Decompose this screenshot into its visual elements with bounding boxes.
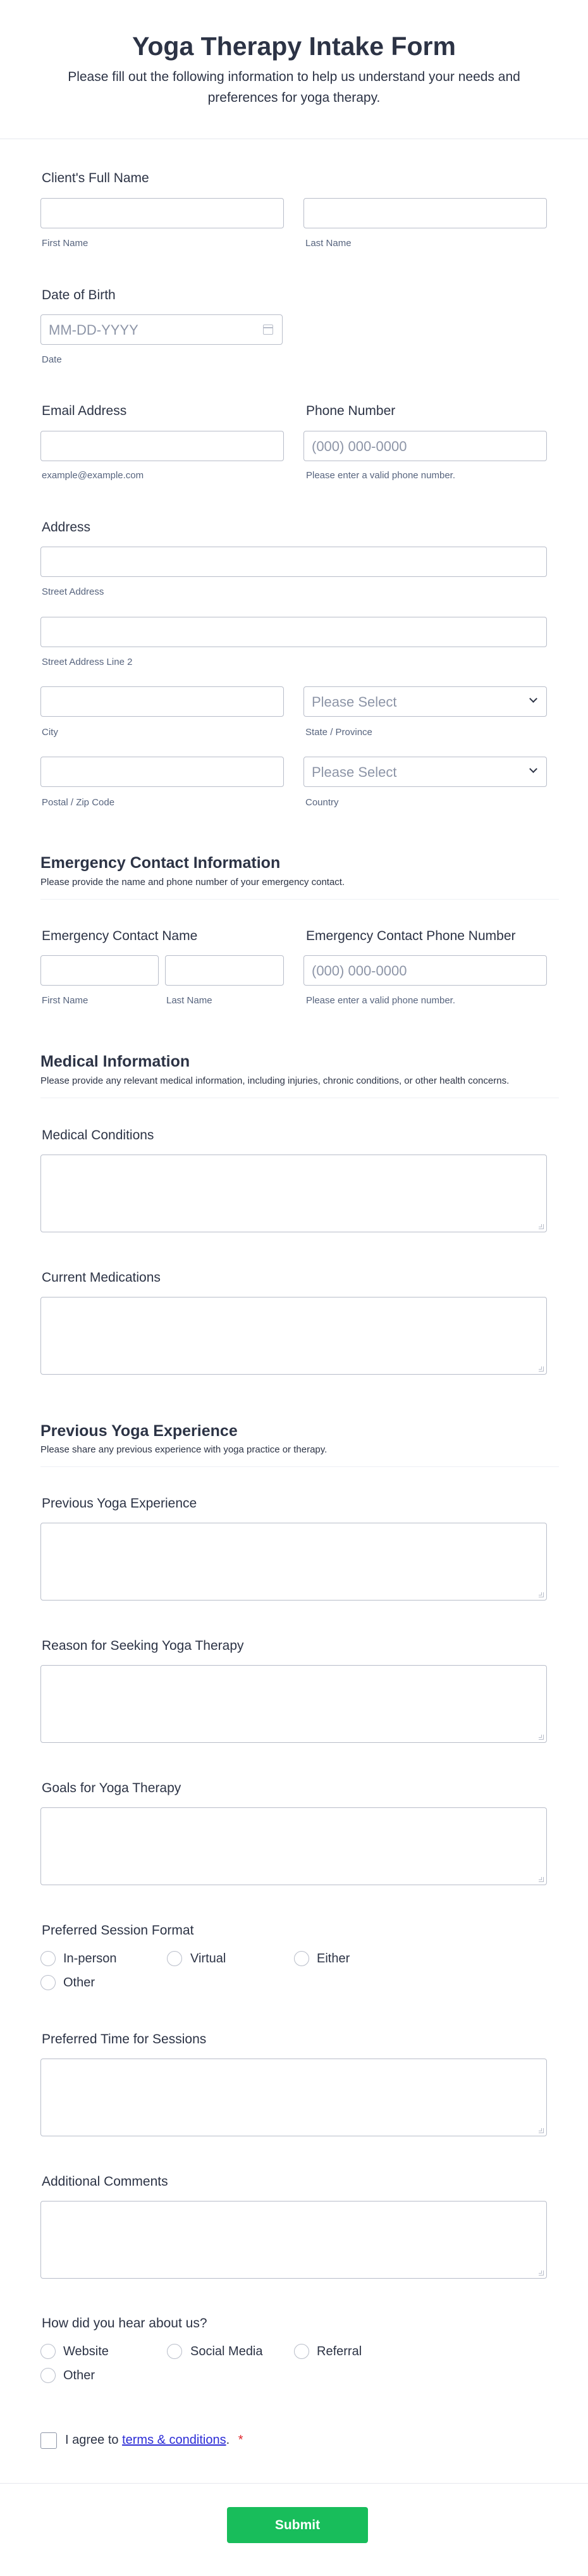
previous-experience-label: Previous Yoga Experience	[42, 1496, 197, 1511]
section-divider	[40, 1466, 559, 1467]
comments-label: Additional Comments	[42, 2174, 168, 2189]
radio-either[interactable]	[294, 1951, 309, 1966]
state-sublabel: State / Province	[305, 727, 372, 738]
page-title: Yoga Therapy Intake Form	[132, 32, 456, 61]
terms-suffix: .	[226, 2433, 230, 2447]
resize-grip-icon[interactable]	[539, 1366, 544, 1372]
terms-checkbox[interactable]	[40, 2432, 57, 2449]
dob-input[interactable]	[40, 314, 283, 345]
radio-in-person-label[interactable]: In-person	[63, 1952, 117, 1966]
radio-website-label[interactable]: Website	[63, 2344, 109, 2358]
resize-grip-icon[interactable]	[539, 1877, 544, 1882]
radio-other-source-label[interactable]: Other	[63, 2369, 95, 2382]
client-name-label: Client's Full Name	[42, 171, 149, 185]
emergency-phone-label: Emergency Contact Phone Number	[306, 929, 516, 943]
emergency-section-title: Emergency Contact Information	[40, 854, 281, 872]
resize-grip-icon[interactable]	[539, 1735, 544, 1740]
emergency-section-desc: Please provide the name and phone number of your emergency contact.	[40, 877, 345, 888]
phone-label: Phone Number	[306, 404, 396, 418]
resize-grip-icon[interactable]	[539, 2128, 544, 2133]
radio-social-media[interactable]	[167, 2344, 182, 2359]
street-address-line2-input[interactable]	[40, 617, 547, 647]
previous-experience-textarea[interactable]	[40, 1523, 547, 1601]
yoga-section-title: Previous Yoga Experience	[40, 1422, 238, 1440]
terms-link[interactable]: terms & conditions	[122, 2433, 226, 2447]
client-first-name-sublabel: First Name	[42, 238, 89, 249]
address-label: Address	[42, 520, 91, 535]
street-address-sublabel: Street Address	[42, 586, 104, 597]
client-last-name-sublabel: Last Name	[305, 238, 352, 249]
country-select-value: Please Select	[312, 764, 397, 780]
current-medications-textarea[interactable]	[40, 1297, 547, 1375]
hear-about-label: How did you hear about us?	[42, 2316, 207, 2331]
postal-code-input[interactable]	[40, 757, 284, 787]
radio-either-label[interactable]: Either	[317, 1952, 350, 1966]
emergency-first-name-input[interactable]	[40, 955, 159, 986]
goals-label: Goals for Yoga Therapy	[42, 1781, 181, 1795]
dob-sublabel: Date	[42, 354, 62, 365]
emergency-phone-sublabel: Please enter a valid phone number.	[306, 995, 455, 1006]
client-last-name-input[interactable]	[303, 198, 547, 228]
preferred-time-label: Preferred Time for Sessions	[42, 2032, 207, 2047]
emergency-name-label: Emergency Contact Name	[42, 929, 198, 943]
section-divider	[40, 899, 559, 900]
medical-section-desc: Please provide any relevant medical information, including injuries, chronic conditions, or other health concerns.	[40, 1075, 510, 1086]
emergency-first-name-sublabel: First Name	[42, 995, 89, 1006]
state-select[interactable]	[303, 686, 547, 717]
chevron-down-icon	[529, 765, 537, 773]
current-medications-label: Current Medications	[42, 1270, 161, 1285]
reason-label: Reason for Seeking Yoga Therapy	[42, 1638, 244, 1653]
radio-website[interactable]	[40, 2344, 56, 2359]
emergency-last-name-sublabel: Last Name	[166, 995, 212, 1006]
city-sublabel: City	[42, 727, 58, 738]
country-sublabel: Country	[305, 797, 339, 808]
resize-grip-icon[interactable]	[539, 2270, 544, 2276]
phone-placeholder: (000) 000-0000	[312, 438, 407, 454]
email-label: Email Address	[42, 404, 127, 418]
street-address-input[interactable]	[40, 547, 547, 577]
reason-textarea[interactable]	[40, 1665, 547, 1743]
radio-social-media-label[interactable]: Social Media	[190, 2344, 263, 2358]
radio-other-format[interactable]	[40, 1975, 56, 1990]
street-address-line2-sublabel: Street Address Line 2	[42, 657, 133, 667]
comments-textarea[interactable]	[40, 2201, 547, 2279]
radio-other-source[interactable]	[40, 2368, 56, 2383]
preferred-time-textarea[interactable]	[40, 2059, 547, 2136]
required-mark: *	[238, 2433, 243, 2447]
footer-divider	[0, 2483, 588, 2484]
terms-text	[65, 2433, 243, 2448]
emergency-last-name-input[interactable]	[165, 955, 284, 986]
calendar-icon[interactable]	[263, 325, 273, 335]
radio-other-format-label[interactable]: Other	[63, 1976, 95, 1990]
medical-conditions-label: Medical Conditions	[42, 1128, 154, 1142]
medical-conditions-textarea[interactable]	[40, 1155, 547, 1232]
dob-placeholder: MM-DD-YYYY	[49, 322, 138, 338]
submit-button[interactable]: Submit	[227, 2507, 368, 2543]
email-input[interactable]	[40, 431, 284, 461]
radio-in-person[interactable]	[40, 1951, 56, 1966]
state-select-value: Please Select	[312, 694, 397, 710]
resize-grip-icon[interactable]	[539, 1592, 544, 1597]
phone-sublabel: Please enter a valid phone number.	[306, 470, 455, 481]
email-sublabel: example@example.com	[42, 470, 144, 481]
chevron-down-icon	[529, 695, 537, 703]
radio-referral[interactable]	[294, 2344, 309, 2359]
goals-textarea[interactable]	[40, 1807, 547, 1885]
client-first-name-input[interactable]	[40, 198, 284, 228]
city-input[interactable]	[40, 686, 284, 717]
radio-virtual[interactable]	[167, 1951, 182, 1966]
resize-grip-icon[interactable]	[539, 1224, 544, 1229]
medical-section-title: Medical Information	[40, 1053, 190, 1070]
dob-label: Date of Birth	[42, 288, 116, 302]
page-subtitle: Please fill out the following information to help us understand your needs and preferences for yoga therapy.	[68, 70, 520, 105]
emergency-phone-input[interactable]	[303, 955, 547, 986]
phone-input[interactable]	[303, 431, 547, 461]
terms-prefix: I agree to	[65, 2433, 123, 2447]
yoga-section-desc: Please share any previous experience with yoga practice or therapy.	[40, 1444, 328, 1455]
radio-referral-label[interactable]: Referral	[317, 2344, 362, 2358]
session-format-label: Preferred Session Format	[42, 1923, 194, 1938]
emergency-phone-placeholder: (000) 000-0000	[312, 963, 407, 979]
radio-virtual-label[interactable]: Virtual	[190, 1952, 226, 1966]
country-select[interactable]	[303, 757, 547, 787]
postal-code-sublabel: Postal / Zip Code	[42, 797, 115, 808]
